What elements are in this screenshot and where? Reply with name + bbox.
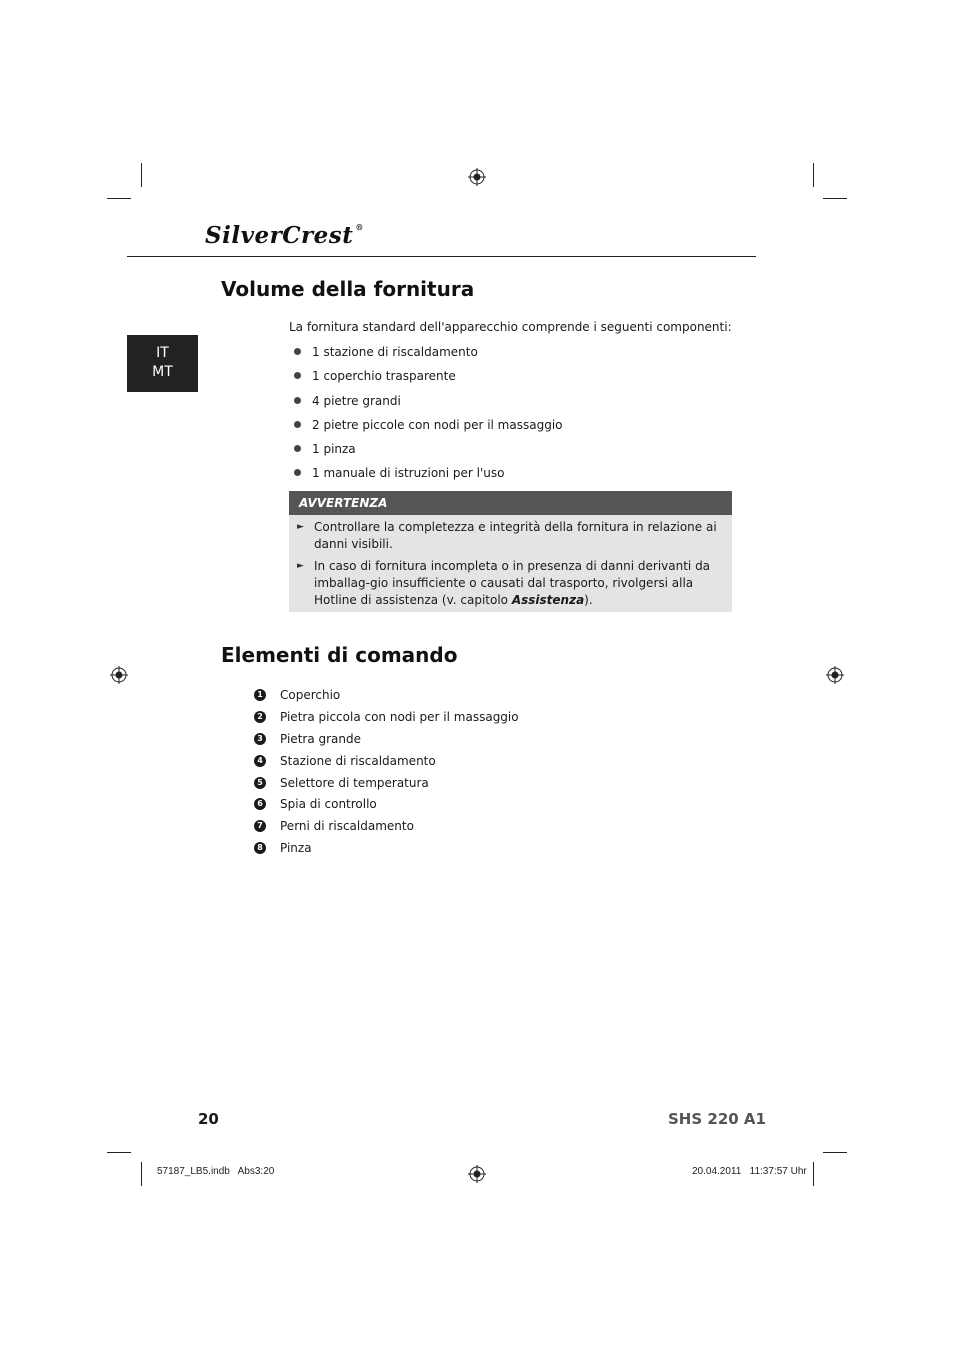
arrow-right-icon: ►	[297, 561, 304, 571]
brand-logo	[205, 222, 364, 249]
number-badge: 4	[254, 755, 266, 767]
section-title-scope-of-delivery: Volume della fornitura	[221, 277, 475, 301]
language-tab-mt: MT	[152, 364, 173, 380]
registration-mark-icon	[468, 168, 486, 186]
language-tab-it: IT	[156, 345, 169, 361]
arrow-right-icon: ►	[297, 522, 304, 532]
service-chapter-ref: Assistenza	[511, 593, 585, 607]
delivery-list	[289, 342, 563, 488]
model-number: SHS 220 A1	[668, 1110, 766, 1128]
controls-list	[254, 685, 519, 860]
crop-mark	[813, 1162, 814, 1186]
list-item: 1 pinza	[289, 439, 563, 463]
print-slug-file: 57187_LB5.indb Abs3:20	[157, 1166, 275, 1177]
warning-box	[289, 491, 732, 612]
number-badge: 7	[254, 820, 266, 832]
warning-item	[297, 519, 725, 553]
warning-item-text: Controllare la completezza e integrità della fornitura in relazione ai danni visibili.	[314, 520, 717, 551]
page-number: 20	[198, 1110, 219, 1128]
list-item: 3 Pietra grande	[254, 729, 519, 751]
bullet-icon	[294, 445, 301, 452]
list-item: 2 Pietra piccola con nodi per il massaggio	[254, 707, 519, 729]
list-item: 7 Perni di riscaldamento	[254, 816, 519, 838]
crop-mark	[107, 1152, 131, 1153]
list-item: 8 Pinza	[254, 838, 519, 860]
list-item: 4 pietre grandi	[289, 391, 563, 415]
list-item: 1 stazione di riscaldamento	[289, 342, 563, 366]
number-badge: 3	[254, 733, 266, 745]
brand-name: SilverCrest	[205, 222, 354, 249]
registration-mark-icon	[468, 1165, 486, 1183]
language-tab	[127, 335, 198, 392]
bullet-icon	[294, 348, 301, 355]
number-badge: 5	[254, 777, 266, 789]
number-badge: 8	[254, 842, 266, 854]
list-item: 1 coperchio trasparente	[289, 366, 563, 390]
number-badge: 6	[254, 798, 266, 810]
section-title-controls: Elementi di comando	[221, 643, 458, 667]
number-badge: 1	[254, 689, 266, 701]
list-item: 5 Selettore di temperatura	[254, 773, 519, 795]
warning-item	[297, 558, 725, 609]
crop-mark	[141, 163, 142, 187]
bullet-icon	[294, 372, 301, 379]
list-item: 1 Coperchio	[254, 685, 519, 707]
bullet-icon	[294, 421, 301, 428]
number-badge: 2	[254, 711, 266, 723]
warning-title: AVVERTENZA	[289, 491, 732, 515]
crop-mark	[823, 198, 847, 199]
crop-mark	[823, 1152, 847, 1153]
list-item: 4 Stazione di riscaldamento	[254, 751, 519, 773]
bullet-icon	[294, 397, 301, 404]
crop-mark	[813, 163, 814, 187]
intro-text: La fornitura standard dell'apparecchio comprende i seguenti componenti:	[289, 320, 732, 334]
list-item: 2 pietre piccole con nodi per il massaggio	[289, 415, 563, 439]
list-item: 1 manuale di istruzioni per l'uso	[289, 463, 563, 487]
print-slug-timestamp: 20.04.2011 11:37:57 Uhr	[692, 1166, 807, 1177]
registered-mark: ®	[355, 222, 364, 232]
crop-mark	[141, 1162, 142, 1186]
list-item: 6 Spia di controllo	[254, 794, 519, 816]
registration-mark-icon	[826, 666, 844, 684]
header-rule	[127, 256, 756, 257]
registration-mark-icon	[110, 666, 128, 684]
bullet-icon	[294, 469, 301, 476]
warning-item-text: In caso di fornitura incompleta o in presenza di danni derivanti da imballag-gio insufficiente o causati dal trasporto, rivolgersi alla Hotline di assistenza (v. capitolo Assistenza).	[314, 559, 711, 607]
crop-mark	[107, 198, 131, 199]
